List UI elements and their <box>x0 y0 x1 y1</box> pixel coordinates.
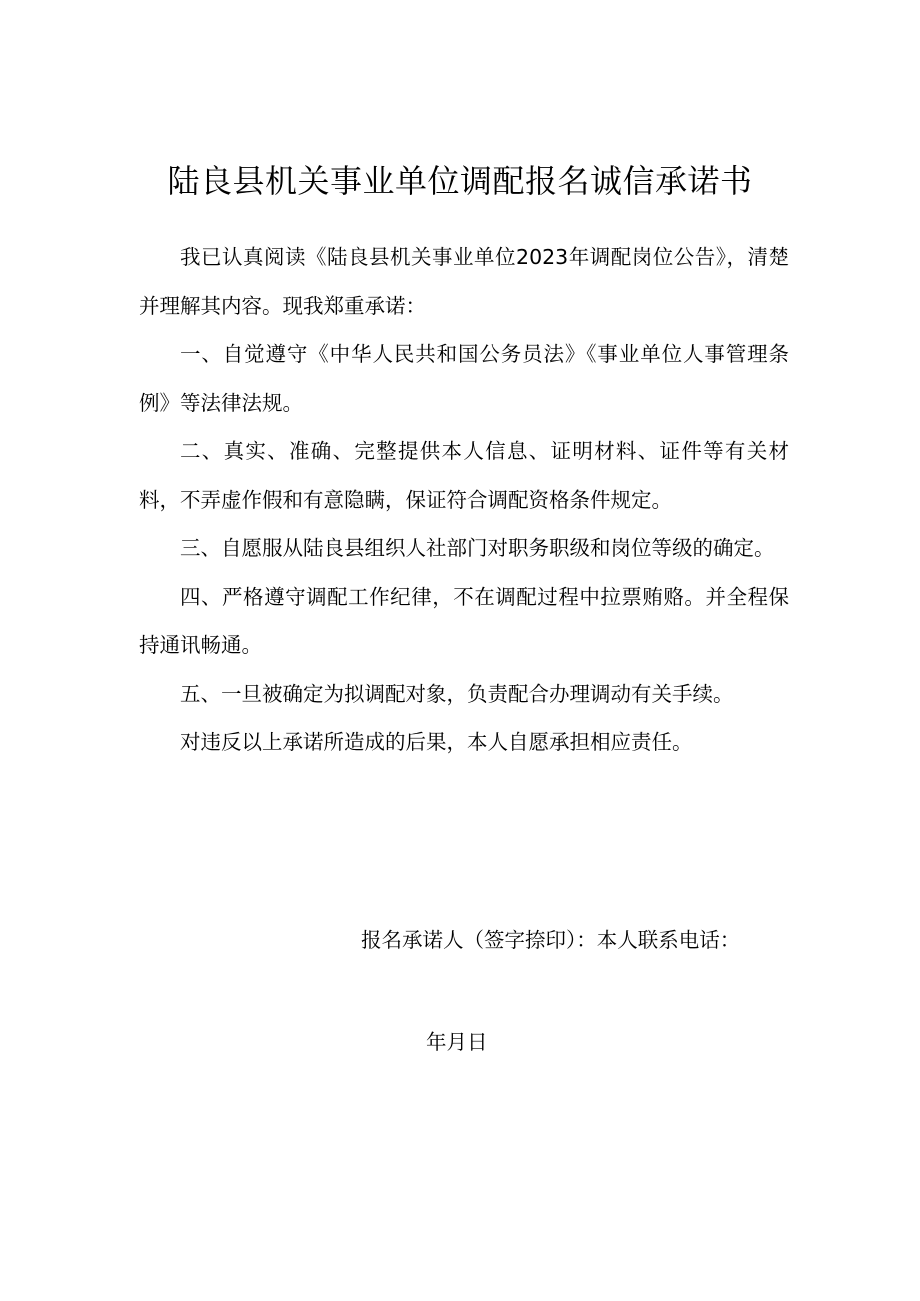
signature-label: 报名承诺人（签字捺印）：本人联系电话： <box>361 928 741 952</box>
pledge-item-1: 一、自觉遵守《中华人民共和国公务员法》《事业单位人事管理条例》等法律法规。 <box>139 342 789 415</box>
pledge-item-4: 四、严格遵守调配工作纪律，不在调配过程中拉票贿赂。并全程保持通讯畅通。 <box>139 584 789 657</box>
date-label: 年月日 <box>426 1030 488 1054</box>
intro-paragraph: 我已认真阅读《陆良县机关事业单位2023年调配岗位公告》，清楚并理解其内容。现我郑重承诺： <box>139 245 789 318</box>
pledge-item-5: 五、一旦被确定为拟调配对象，负责配合办理调动有关手续。 <box>180 681 734 706</box>
pledge-item-2: 二、真实、准确、完整提供本人信息、证明材料、证件等有关材料，不弄虚作假和有意隐瞒，保证符合调配资格条件规定。 <box>139 439 789 512</box>
liability-statement: 对违反以上承诺所造成的后果，本人自愿承担相应责任。 <box>180 730 693 754</box>
pledge-item-3: 三、自愿服从陆良县组织人社部门对职务职级和岗位等级的确定。 <box>180 536 775 560</box>
document-title: 陆良县机关事业单位调配报名诚信承诺书 <box>167 162 753 200</box>
document-body <box>139 233 789 767</box>
signature-block <box>361 916 761 964</box>
